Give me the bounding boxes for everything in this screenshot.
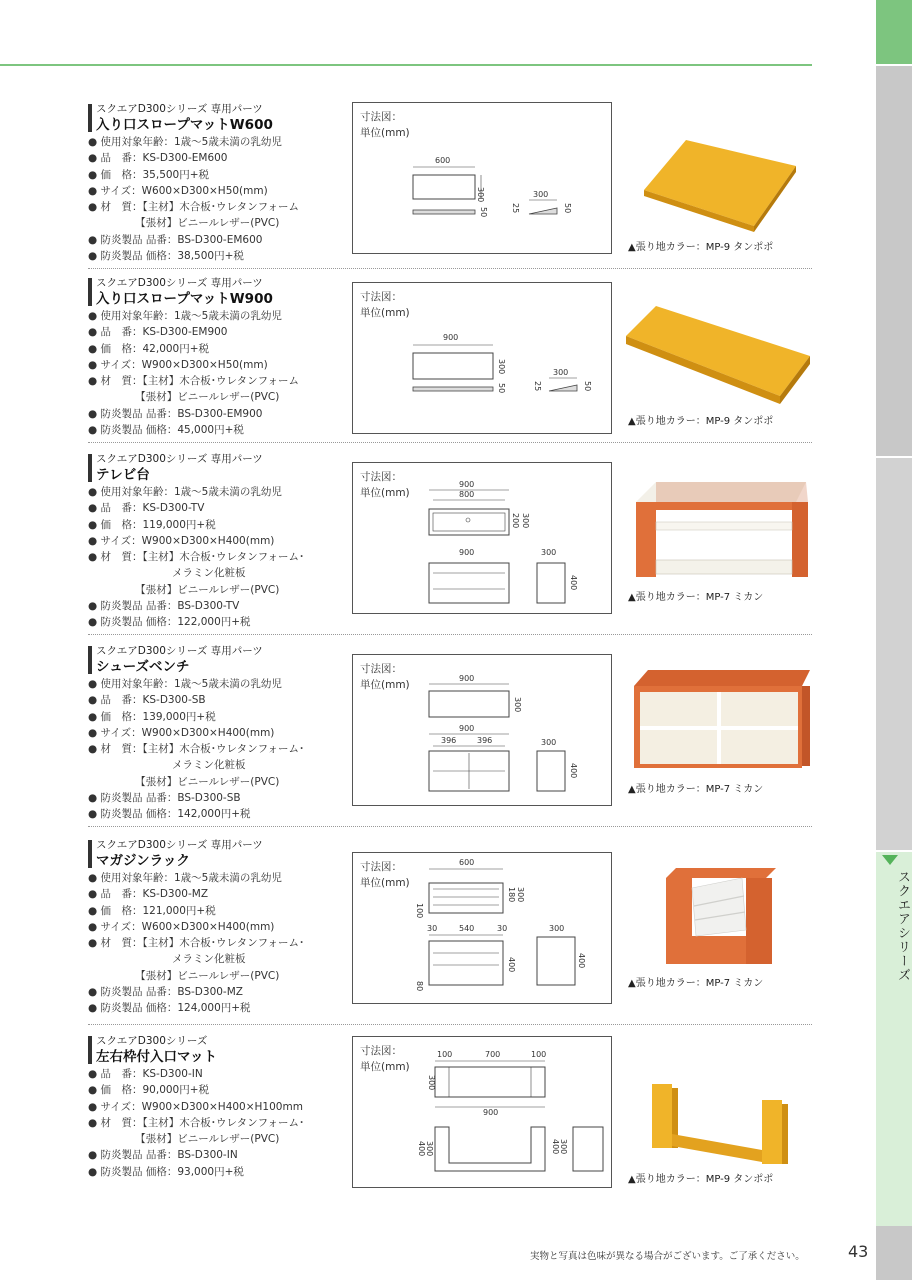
dim-text: 400 (417, 1141, 426, 1157)
side-tab-marker-icon (882, 855, 898, 865)
dimension-label: 寸法図： 単位(mm) (360, 861, 410, 889)
dim-text: 400 (569, 763, 578, 779)
dim-text: 800 (459, 490, 475, 499)
dimension-diagram (352, 102, 612, 254)
section-divider (88, 826, 812, 827)
dim-text: 300 (476, 187, 485, 203)
title-bar (88, 278, 92, 306)
dim-text: 100 (415, 903, 424, 919)
dimension-label: 寸法図： 単位(mm) (360, 471, 410, 499)
series-label: スクエアD300シリーズ 専用パーツ (96, 839, 263, 851)
side-tab-2 (876, 66, 912, 456)
product-info (88, 1034, 343, 1180)
title-bar (88, 646, 92, 674)
spec-list: ● 使用対象年齢：1歳～5歳未満の乳幼児 ● 品 番：KS-D300-MZ ● 価 格：121,000円+税 ● サイズ：W600×D300×H400(mm) ● 材 質：【主材】木合板･ウレタンフォーム･ メラミン化粧板 【張材】ビニールレザー(PVC) ● 防炎製品 品番：BS-D300-MZ ● 防炎製品 価格：124,000円+税 (88, 872, 305, 1015)
side-tab-label[interactable]: スクエアシリーズ (895, 870, 910, 982)
series-label: スクエアD300シリーズ 専用パーツ (96, 453, 263, 465)
dimension-label: 寸法図： 単位(mm) (360, 663, 410, 691)
top-rule (0, 64, 812, 66)
dim-text: 25 (511, 203, 520, 214)
product-section-2 (88, 276, 812, 436)
product-info (88, 102, 343, 264)
dim-text: 396 (477, 736, 493, 745)
dim-text: 80 (415, 981, 424, 992)
dim-text: 300 (425, 1141, 434, 1157)
dimension-label: 寸法図： 単位(mm) (360, 291, 410, 319)
dimension-drawing (353, 283, 611, 433)
title-bar (88, 104, 92, 132)
dim-text: 300 (553, 368, 569, 377)
dimension-drawing (353, 655, 611, 805)
dim-text: 700 (485, 1050, 501, 1059)
fabric-caption: ▲張り地カラー：MP-7 ミカン (628, 978, 764, 989)
spec-list: ● 使用対象年齢：1歳～5歳未満の乳幼児 ● 品 番：KS-D300-SB ● 価 格：139,000円+税 ● サイズ：W900×D300×H400(mm) ● 材 質：【主材】木合板･ウレタンフォーム･ メラミン化粧板 【張材】ビニールレザー(PVC) ● 防炎製品 品番：BS-D300-SB ● 防炎製品 価格：142,000円+税 (88, 678, 305, 821)
product-section-4 (88, 644, 812, 824)
product-photo (626, 664, 812, 774)
dim-text: 400 (577, 953, 586, 969)
dim-text: 100 (437, 1050, 453, 1059)
dim-text: 300 (521, 513, 530, 529)
side-tab-3 (876, 458, 912, 850)
product-info (88, 452, 343, 631)
product-section-5 (88, 838, 812, 1018)
product-title: シューズベンチ (96, 659, 190, 675)
product-title: 入り口スロープマットW600 (96, 117, 273, 133)
fabric-caption: ▲張り地カラー：MP-9 タンポポ (628, 1174, 774, 1185)
fabric-caption: ▲張り地カラー：MP-7 ミカン (628, 784, 764, 795)
spec-list: ● 品 番：KS-D300-IN ● 価 格：90,000円+税 ● サイズ：W900×D300×H400×H100mm ● 材 質：【主材】木合板･ウレタンフォーム･ 【張材】ビニールレザー(PVC) ● 防炎製品 品番：BS-D300-IN ● 防炎製品 価格：93,000円+税 (88, 1068, 305, 1178)
dim-text: 300 (559, 1139, 568, 1155)
dim-text: 900 (459, 724, 475, 733)
dim-text: 400 (569, 575, 578, 591)
section-divider (88, 442, 812, 443)
dim-text: 200 (511, 513, 520, 529)
page-number: 43 (848, 1242, 869, 1261)
title-bar (88, 1036, 92, 1064)
dim-text: 300 (427, 1075, 436, 1091)
product-info (88, 276, 343, 438)
dim-text: 300 (541, 548, 557, 557)
dimension-diagram (352, 1036, 612, 1188)
section-divider (88, 634, 812, 635)
dim-text: 900 (459, 480, 475, 489)
dim-text: 50 (497, 383, 506, 394)
series-label: スクエアD300シリーズ 専用パーツ (96, 277, 263, 289)
dimension-drawing (353, 103, 611, 253)
product-section-1 (88, 102, 812, 262)
dimension-drawing (353, 463, 611, 613)
dim-text: 600 (435, 156, 451, 165)
dim-text: 540 (459, 924, 475, 933)
product-photo (626, 472, 812, 582)
dim-text: 900 (443, 333, 459, 342)
product-photo (626, 296, 812, 406)
product-title: テレビ台 (96, 467, 150, 483)
product-title: マガジンラック (96, 853, 190, 869)
dim-text: 30 (427, 924, 438, 933)
dim-text: 300 (513, 697, 522, 713)
dimension-diagram (352, 282, 612, 434)
product-photo (626, 122, 812, 232)
title-bar (88, 454, 92, 482)
dimension-diagram (352, 462, 612, 614)
dim-text: 180 (507, 887, 516, 903)
dim-text: 300 (533, 190, 549, 199)
series-label: スクエアD300シリーズ (96, 1035, 208, 1047)
product-info (88, 644, 343, 823)
spec-list: ● 使用対象年齢：1歳～5歳未満の乳幼児 ● 品 番：KS-D300-EM600 ● 価 格：35,500円+税 ● サイズ：W600×D300×H50(mm) ● 材 質：【主材】木合板･ウレタンフォーム 【張材】ビニールレザー(PVC) ● 防炎製品 品番：BS-D300-EM600 ● 防炎製品 価格：38,500円+税 (88, 136, 300, 263)
dim-text: 50 (563, 203, 572, 214)
fabric-caption: ▲張り地カラー：MP-7 ミカン (628, 592, 764, 603)
dim-text: 30 (497, 924, 508, 933)
dim-text: 396 (441, 736, 457, 745)
dimension-diagram (352, 654, 612, 806)
fabric-caption: ▲張り地カラー：MP-9 タンポポ (628, 416, 774, 427)
product-title: 入り口スロープマットW900 (96, 291, 273, 307)
dim-text: 50 (583, 381, 592, 392)
dim-text: 400 (551, 1139, 560, 1155)
fabric-caption: ▲張り地カラー：MP-9 タンポポ (628, 242, 774, 253)
dim-text: 50 (479, 207, 488, 218)
series-label: スクエアD300シリーズ 専用パーツ (96, 645, 263, 657)
footer-note: 実物と写真は色味が異なる場合がございます。ご了承ください。 (530, 1251, 805, 1262)
dim-text: 900 (483, 1108, 499, 1117)
section-divider (88, 1024, 812, 1025)
dimension-drawing (353, 853, 611, 1003)
dim-text: 600 (459, 858, 475, 867)
dim-text: 100 (531, 1050, 547, 1059)
dim-text: 900 (459, 548, 475, 557)
product-info (88, 838, 343, 1017)
dimension-label: 寸法図： 単位(mm) (360, 111, 410, 139)
spec-list: ● 使用対象年齢：1歳～5歳未満の乳幼児 ● 品 番：KS-D300-EM900 ● 価 格：42,000円+税 ● サイズ：W900×D300×H50(mm) ● 材 質：【主材】木合板･ウレタンフォーム 【張材】ビニールレザー(PVC) ● 防炎製品 品番：BS-D300-EM900 ● 防炎製品 価格：45,000円+税 (88, 310, 300, 437)
dimension-drawing (353, 1037, 611, 1187)
spec-list: ● 使用対象年齢：1歳～5歳未満の乳幼児 ● 品 番：KS-D300-TV ● 価 格：119,000円+税 ● サイズ：W900×D300×H400(mm) ● 材 質：【主材】木合板･ウレタンフォーム･ メラミン化粧板 【張材】ビニールレザー(PVC) ● 防炎製品 品番：BS-D300-TV ● 防炎製品 価格：122,000円+税 (88, 486, 305, 629)
side-tab-top (876, 0, 912, 64)
dim-text: 300 (549, 924, 565, 933)
product-photo (626, 1054, 812, 1164)
title-bar (88, 840, 92, 868)
dimension-diagram (352, 852, 612, 1004)
product-photo (626, 858, 812, 968)
dim-text: 300 (541, 738, 557, 747)
section-divider (88, 268, 812, 269)
dim-text: 300 (516, 887, 525, 903)
product-section-3 (88, 452, 812, 632)
product-section-6 (88, 1034, 812, 1214)
dim-text: 25 (533, 381, 542, 392)
dim-text: 900 (459, 674, 475, 683)
series-label: スクエアD300シリーズ 専用パーツ (96, 103, 263, 115)
side-tab-bottom (876, 1226, 912, 1280)
dimension-label: 寸法図： 単位(mm) (360, 1045, 410, 1073)
dim-text: 300 (497, 359, 506, 375)
dim-text: 400 (507, 957, 516, 973)
product-title: 左右枠付入口マット (96, 1049, 217, 1065)
